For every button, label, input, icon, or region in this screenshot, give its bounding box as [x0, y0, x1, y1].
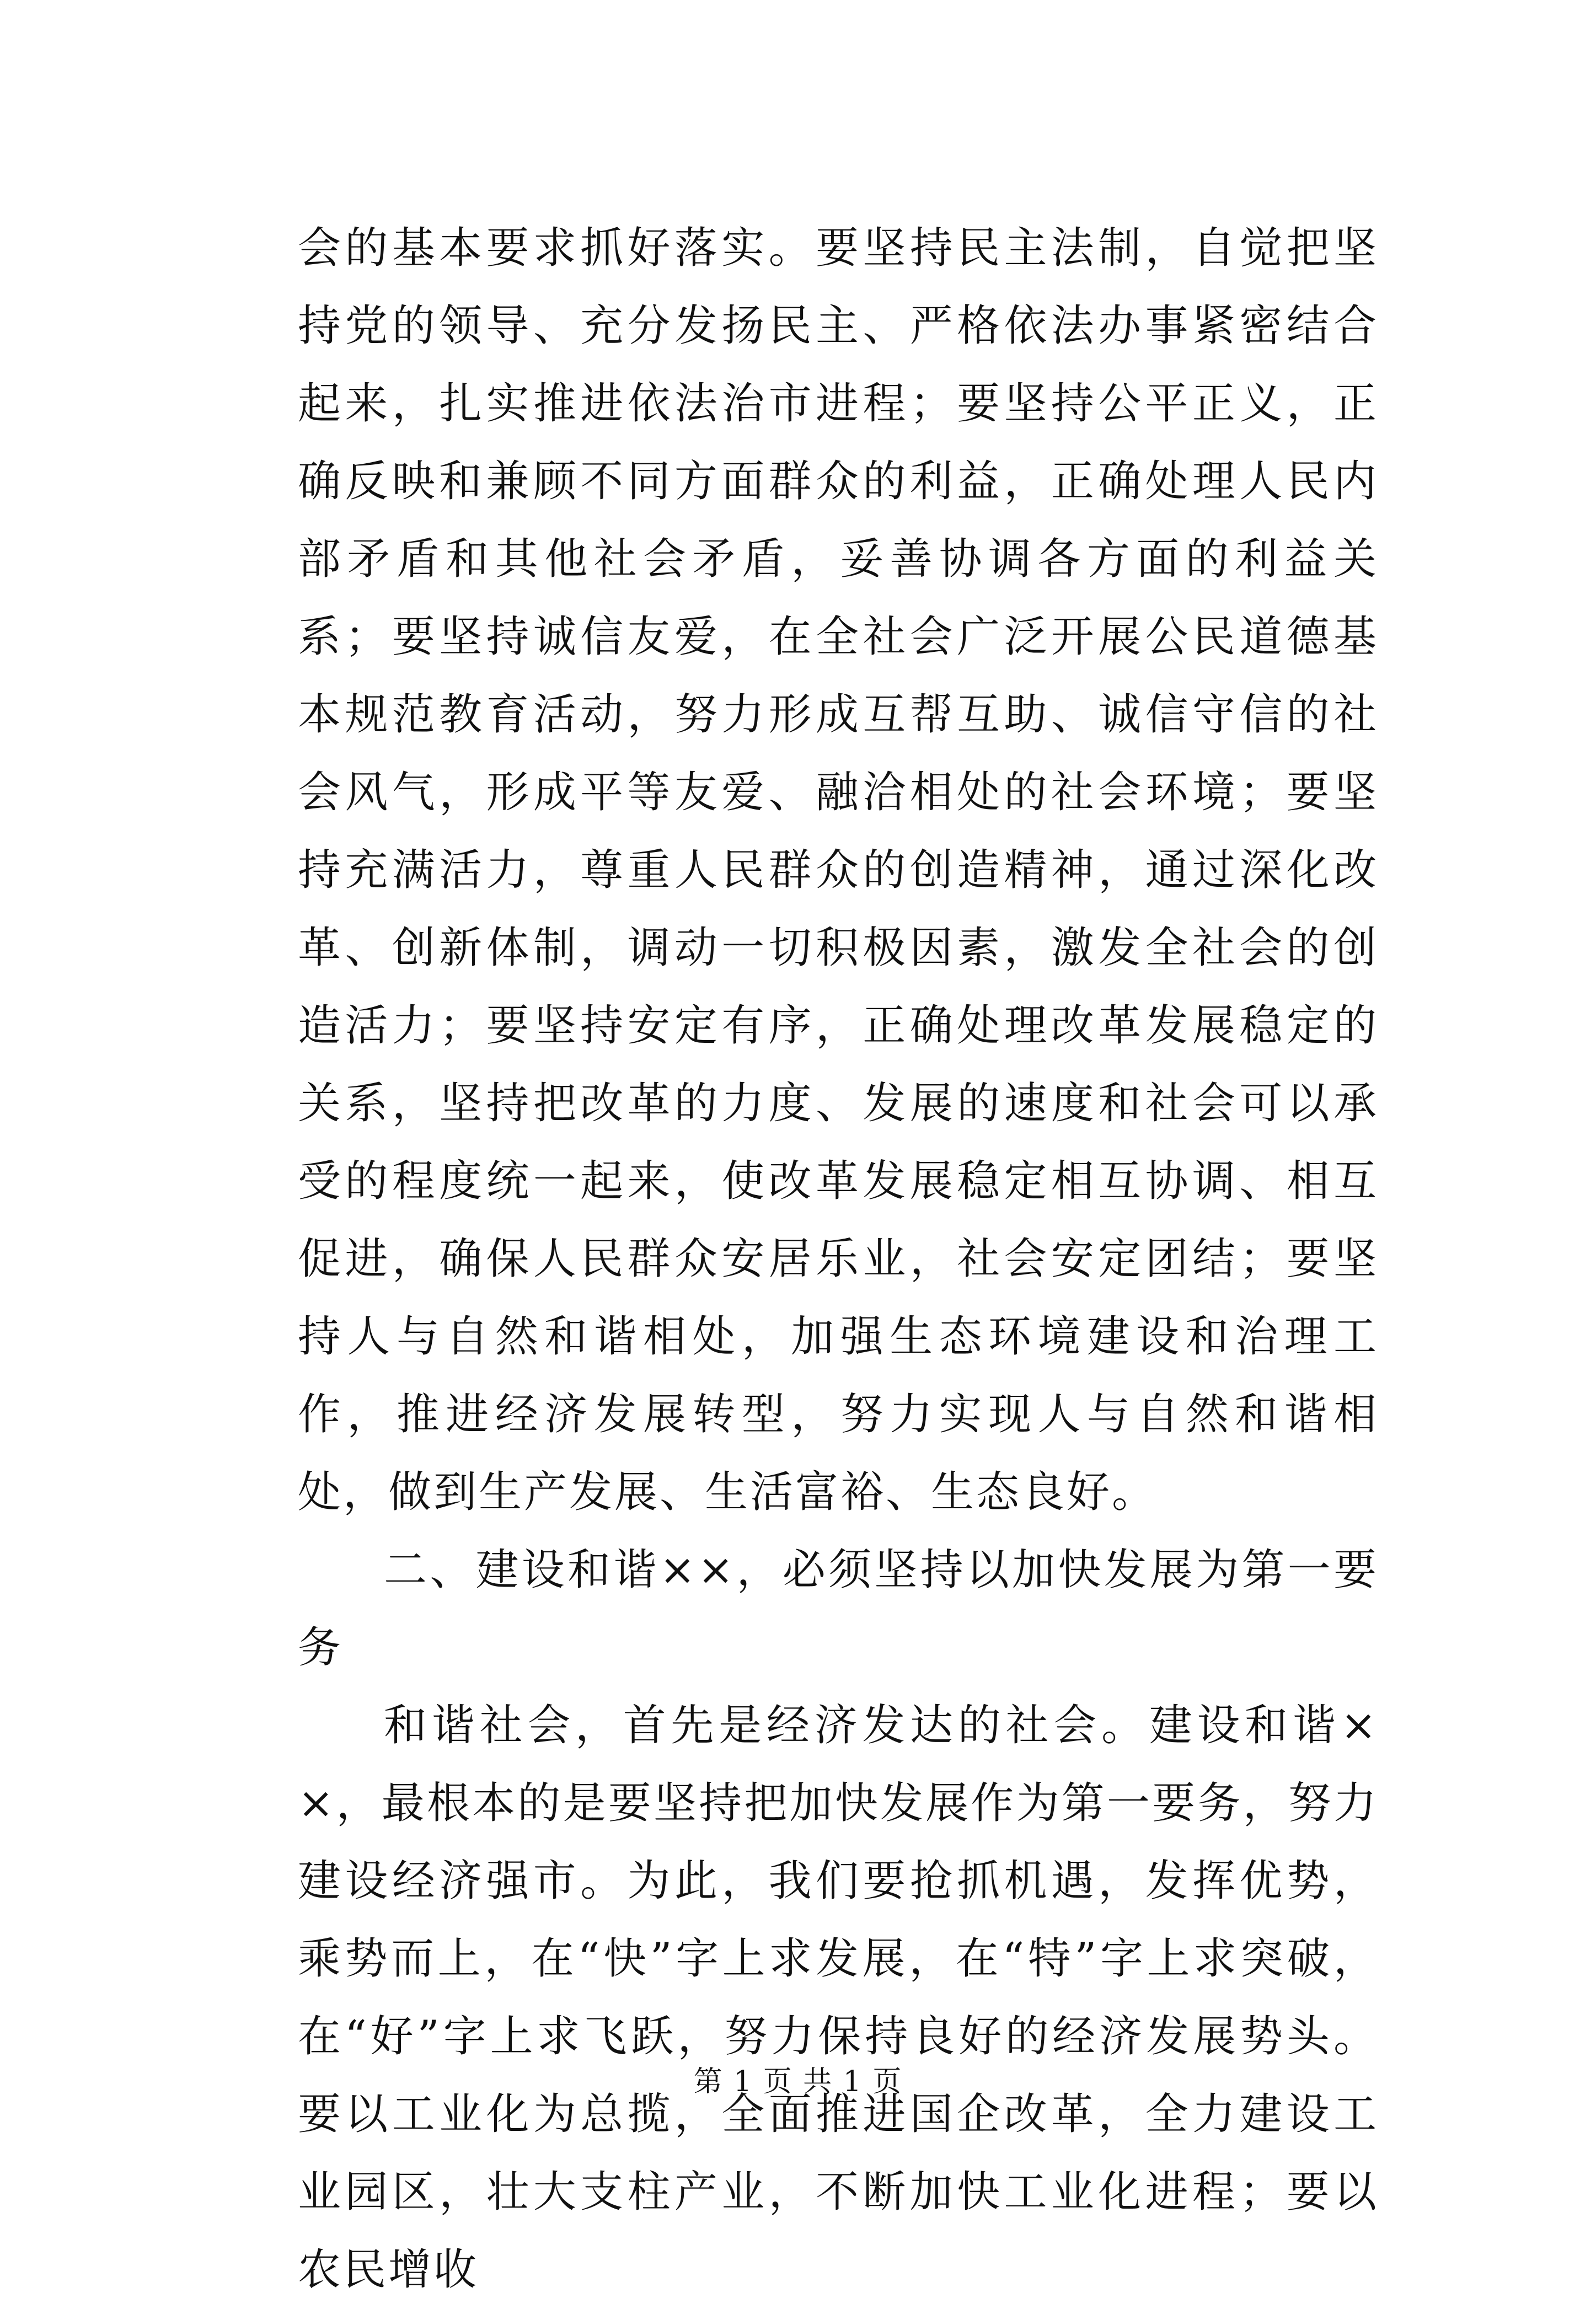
page-footer: 第 1 页 共 1 页: [693, 2065, 903, 2098]
section-heading: 二、建设和谐××，必须坚持以加快发展为第一要务: [298, 1545, 1379, 1673]
document-body: [298, 210, 1379, 2309]
paragraph-economy: 和谐社会，首先是经济发达的社会。建设和谐××，最根本的是要坚持把加快发展作为第一要务，努力建设经济强市。为此，我们要抢抓机遇，发挥优势，乘势而上，在“快”字上求发展，在“特”字上求突破，在“好”字上求飞跃，努力保持良好的经济发展势头。要以工业化为总揽，全面推进国企改革，全力建设工业园区，壮大支柱产业，不断加快工业化进程；要以农民增收: [298, 1701, 1379, 2295]
paragraph-continuation: 会的基本要求抓好落实。要坚持民主法制，自觉把坚持党的领导、充分发扬民主、严格依法办事紧密结合起来，扎实推进依法治市进程；要坚持公平正义，正确反映和兼顾不同方面群众的利益，正确处理人民内部矛盾和其他社会矛盾，妥善协调各方面的利益关系；要坚持诚信友爱，在全社会广泛开展公民道德基本规范教育活动，努力形成互帮互助、诚信守信的社会风气，形成平等友爱、融洽相处的社会环境；要坚持充满活力，尊重人民群众的创造精神，通过深化改革、创新体制，调动一切积极因素，激发全社会的创造活力；要坚持安定有序，正确处理改革发展稳定的关系，坚持把改革的力度、发展的速度和社会可以承受的程度统一起来，使改革发展稳定相互协调、相互促进，确保人民群众安居乐业，社会安定团结；要坚持人与自然和谐相处，加强生态环境建设和治理工作，推进经济发展转型，努力实现人与自然和谐相处，做到生产发展、生活富裕、生态良好。: [298, 223, 1379, 1517]
